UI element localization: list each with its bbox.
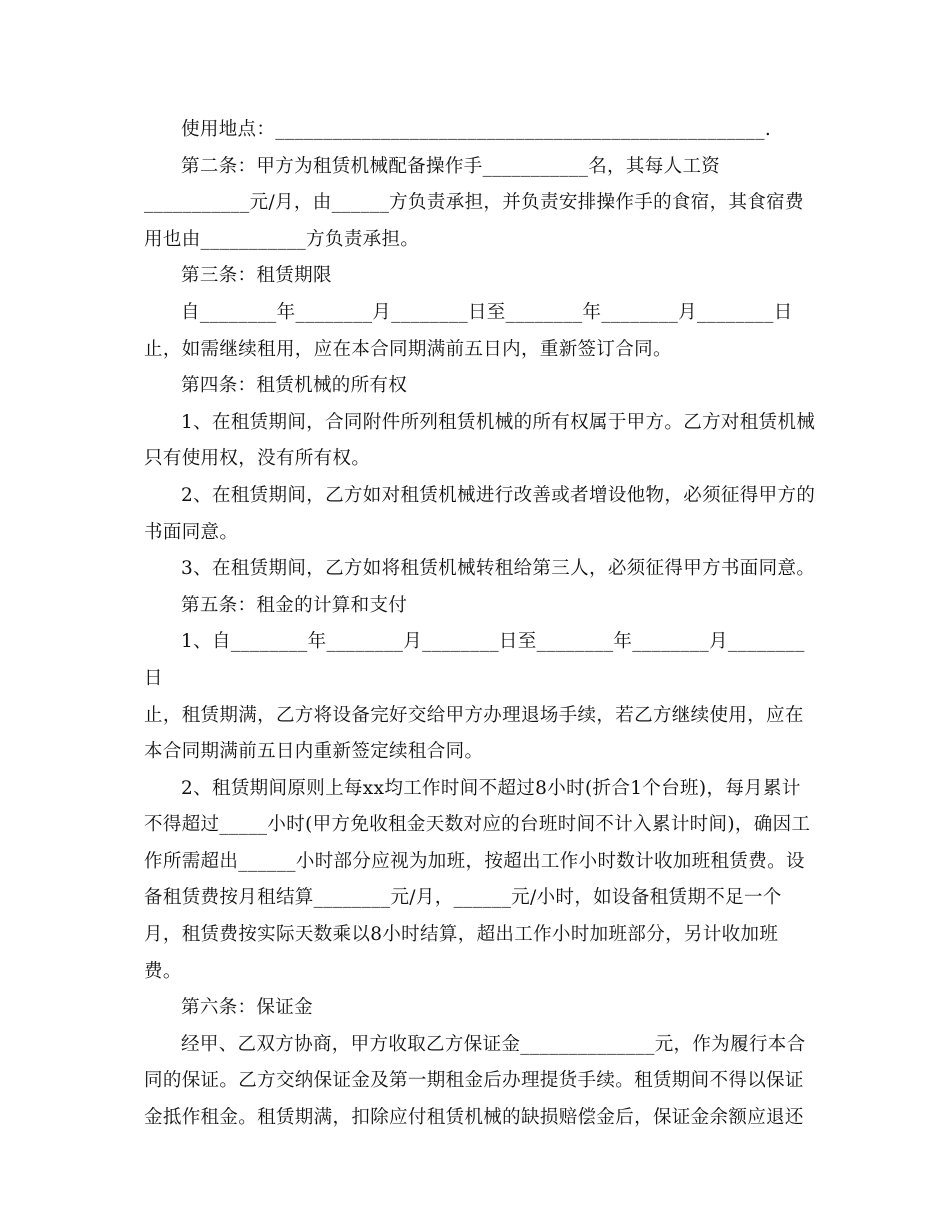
paragraph-line: 2、在租赁期间，乙方如对租赁机械进行改善或者增设他物，必须征得甲方的 [181, 484, 816, 506]
paragraph-line: 不得超过_____小时(甲方免收租金天数对应的台班时间不计入累计时间)，确因工 [144, 814, 811, 836]
paragraph-line: 3、在租赁期间，乙方如将租赁机械转租给第三人，必须征得甲方书面同意。 [181, 558, 816, 580]
paragraph-line: 作所需超出______小时部分应视为加班，按超出工作小时数计收加班租赁费。设 [144, 850, 805, 872]
paragraph-line: 1、自________年________月________日至________年________月________日 [144, 631, 805, 689]
paragraph-line: 第三条：租赁期限 [181, 265, 332, 287]
paragraph-line: 只有使用权，没有所有权。 [144, 448, 371, 470]
paragraph-line: 自________年________月________日至________年________月________日 [181, 301, 793, 323]
paragraph-line: 金抵作租金。租赁期满，扣除应付租赁机械的缺损赔偿金后，保证金余额应退还 [144, 1107, 804, 1129]
paragraph-line: 2、租赁期间原则上每xx均工作时间不超过8小时(折合1个台班)，每月累计 [181, 777, 801, 799]
paragraph-line: 第四条：租赁机械的所有权 [181, 375, 408, 397]
paragraph-line: 止，如需继续租用，应在本合同期满前五日内，重新签订合同。 [144, 338, 672, 360]
paragraph-line: 同的保证。乙方交纳保证金及第一期租金后办理提货手续。租赁期间不得以保证 [144, 1070, 804, 1092]
paragraph-line: 费。 [144, 960, 182, 982]
paragraph-line: 止，租赁期满，乙方将设备完好交给甲方办理退场手续，若乙方继续使用，应在 [144, 704, 804, 726]
paragraph-line: 经甲、乙双方协商，甲方收取乙方保证金______________元，作为履行本合 [181, 1033, 806, 1055]
paragraph-line: 备租赁费按月租结算________元/月，______元/小时，如设备租赁期不足一个 [144, 887, 782, 909]
paragraph-line: 1、在租赁期间，合同附件所列租赁机械的所有权属于甲方。乙方对租赁机械 [181, 411, 816, 433]
paragraph-line: 书面同意。 [144, 521, 239, 543]
paragraph-line: 本合同期满前五日内重新签定续租合同。 [144, 741, 484, 763]
paragraph-line: ___________元/月，由______方负责承担，并负责安排操作手的食宿，其食宿费 [144, 192, 804, 214]
paragraph-line: 用也由___________方负责承担。 [144, 228, 420, 250]
paragraph-line: 第六条：保证金 [181, 997, 313, 1019]
document-body [144, 112, 816, 1137]
paragraph-line: 使用地点：___________________________________________________. [181, 119, 772, 140]
paragraph-line: 第五条：租金的计算和支付 [181, 594, 408, 616]
paragraph-line: 月，租赁费按实际天数乘以8小时结算，超出工作小时加班部分，另计收加班 [144, 924, 779, 946]
paragraph-line: 第二条：甲方为租赁机械配备操作手___________名，其每人工资 [181, 155, 721, 177]
